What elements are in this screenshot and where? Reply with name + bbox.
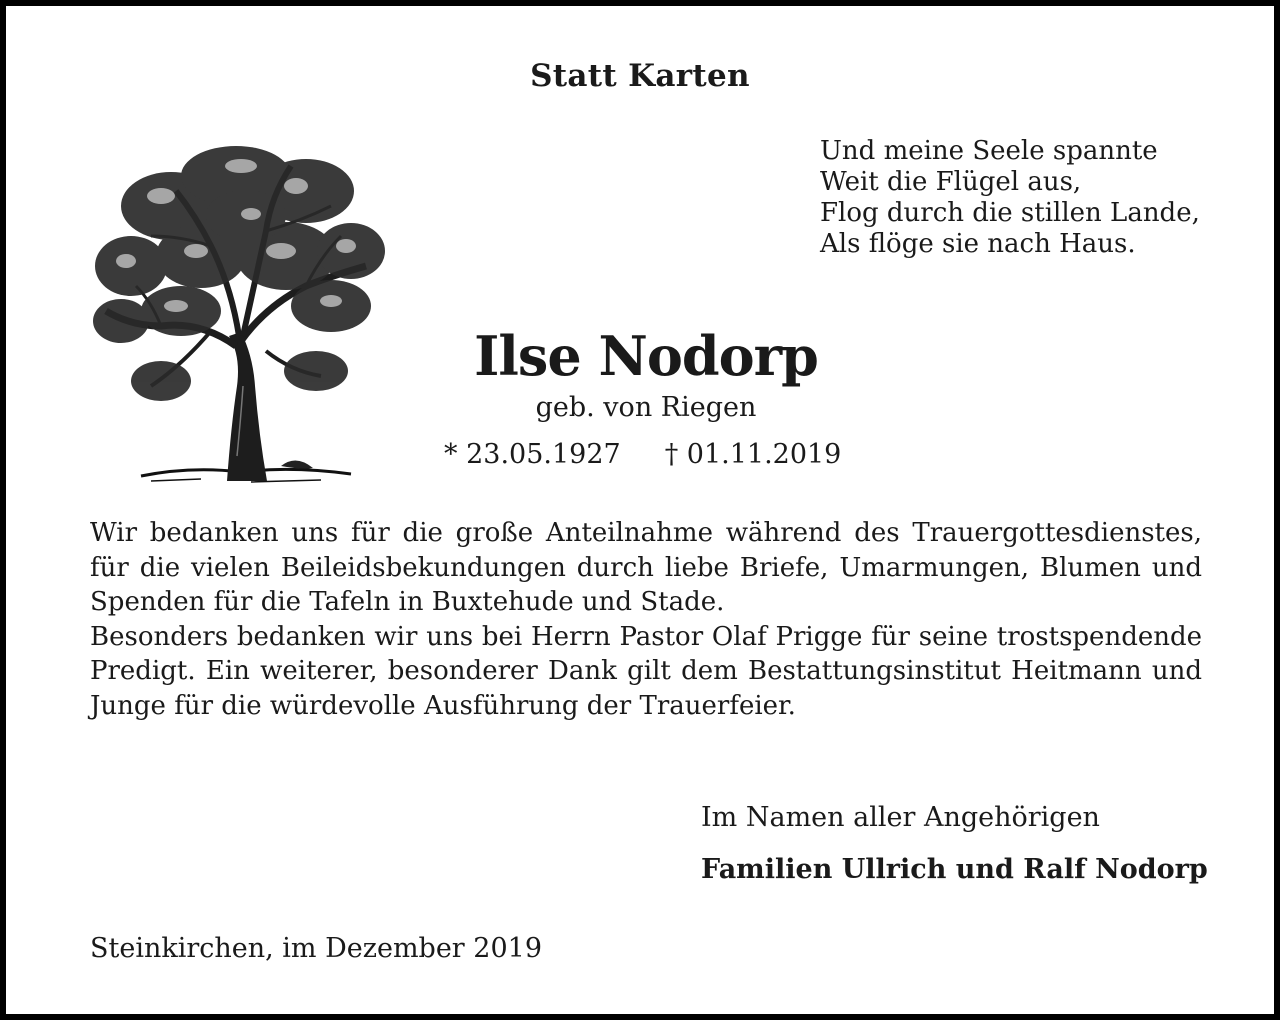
place-date: Steinkirchen, im Dezember 2019 (90, 933, 543, 964)
poem-line: Und meine Seele spannte (820, 136, 1158, 166)
signature-intro: Im Namen aller Angehörigen (701, 802, 1100, 833)
poem-line: Als flöge sie nach Haus. (820, 229, 1136, 259)
life-dates (444, 439, 864, 470)
header-title: Statt Karten (530, 58, 750, 94)
birth-date: * 23.05.1927 (444, 439, 621, 470)
thank-you-paragraph-1: Wir bedanken uns für die große Anteilnahme während des Trauergottesdienstes, für die vielen Beileidsbekundungen durch liebe Briefe, Umarmungen, Blumen und Spenden für die Tafeln in Buxtehude und Stade. (90, 518, 1202, 617)
oak-tree-icon (91, 136, 391, 488)
death-date: † 01.11.2019 (664, 439, 842, 470)
thank-you-text (90, 516, 1202, 723)
thank-you-paragraph-2: Besonders bedanken wir uns bei Herrn Pastor Olaf Prigge für seine trostspendende Predigt. Ein weiterer, besonderer Dank gilt dem Bestattungsinstitut Heitmann und Junge für die würdevolle Ausführung der Trauerfeier. (90, 621, 1202, 721)
poem (820, 136, 1240, 260)
poem-line: Weit die Flügel aus, (820, 167, 1082, 197)
poem-line: Flog durch die stillen Lande, (820, 198, 1200, 228)
signature-families: Familien Ullrich und Ralf Nodorp (701, 854, 1208, 885)
birth-name: geb. von Riegen (535, 392, 757, 423)
deceased-name: Ilse Nodorp (474, 324, 818, 388)
